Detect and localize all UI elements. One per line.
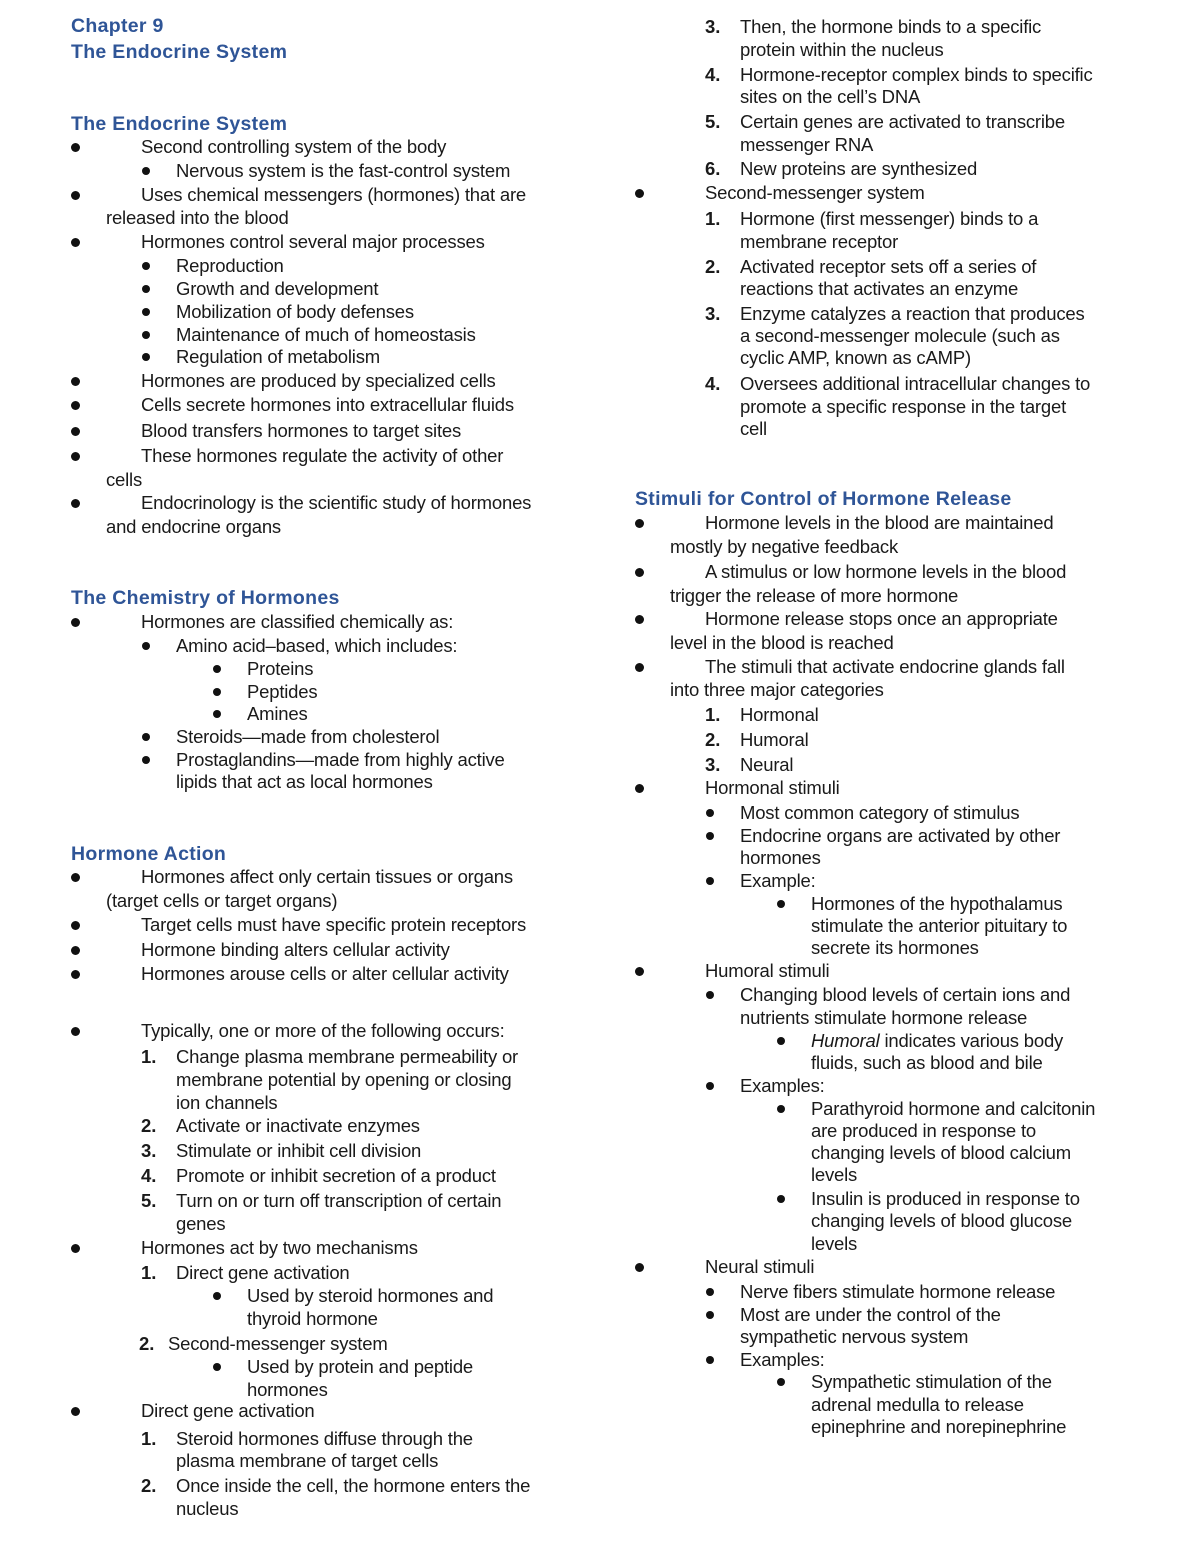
bullet-icon xyxy=(777,1105,785,1113)
continuation-line: levels xyxy=(811,1164,858,1185)
list-item: New proteins are synthesized xyxy=(740,158,978,179)
bullet-icon xyxy=(71,921,80,930)
section-heading: Hormone Action xyxy=(71,843,227,865)
bullet-icon xyxy=(142,331,150,339)
list-item: Hormone release stops once an appropriate xyxy=(705,608,1058,629)
bullet-icon xyxy=(71,1244,80,1253)
continuation-line: changing levels of blood glucose xyxy=(811,1210,1073,1231)
bullet-icon xyxy=(71,1407,80,1416)
list-number: 1. xyxy=(705,704,721,725)
bullet-icon xyxy=(71,873,80,882)
bullet-icon xyxy=(71,143,80,152)
list-number: 4. xyxy=(705,373,721,394)
continuation-line: epinephrine and norepinephrine xyxy=(811,1416,1067,1437)
section-heading: Stimuli for Control of Hormone Release xyxy=(635,488,1012,510)
list-number: 2. xyxy=(141,1475,157,1496)
section-heading: The Endocrine System xyxy=(71,113,288,135)
continuation-line: hormones xyxy=(247,1379,328,1400)
list-item: Cells secrete hormones into extracellular fluids xyxy=(141,394,514,415)
continuation-line: changing levels of blood calcium xyxy=(811,1142,1071,1163)
list-item xyxy=(811,1030,1063,1052)
list-number: 2. xyxy=(705,256,721,277)
continuation-line: stimulate the anterior pituitary to xyxy=(811,915,1068,936)
list-item: Insulin is produced in response to xyxy=(811,1188,1080,1209)
list-number: 3. xyxy=(705,303,721,324)
list-item: Activated receptor sets off a series of xyxy=(740,256,1037,277)
bullet-icon xyxy=(213,710,221,718)
list-number: 4. xyxy=(141,1165,157,1186)
bullet-icon xyxy=(71,499,80,508)
continuation-line: into three major categories xyxy=(670,679,884,700)
bullet-icon xyxy=(706,1082,714,1090)
bullet-icon xyxy=(635,615,644,624)
list-item: Hormones are classified chemically as: xyxy=(141,611,454,632)
section-heading: The Chemistry of Hormones xyxy=(71,587,340,609)
continuation-line: (target cells or target organs) xyxy=(106,890,338,911)
list-number: 5. xyxy=(705,111,721,132)
bullet-icon xyxy=(71,1027,80,1036)
continuation-line: adrenal medulla to release xyxy=(811,1394,1024,1415)
continuation-line: protein within the nucleus xyxy=(740,39,944,60)
continuation-line: plasma membrane of target cells xyxy=(176,1450,439,1471)
bullet-icon xyxy=(706,809,714,817)
bullet-icon xyxy=(777,1195,785,1203)
list-number: 4. xyxy=(705,64,721,85)
list-item: Maintenance of much of homeostasis xyxy=(176,324,476,345)
list-item: Turn on or turn off transcription of certain xyxy=(176,1190,502,1211)
bullet-icon xyxy=(71,618,80,627)
chapter-title: The Endocrine System xyxy=(71,41,288,63)
bullet-icon xyxy=(142,756,150,764)
list-item: Hormones arouse cells or alter cellular activity xyxy=(141,963,509,984)
bullet-icon xyxy=(142,308,150,316)
list-number: 1. xyxy=(141,1428,157,1449)
bullet-icon xyxy=(635,189,644,198)
continuation-line: released into the blood xyxy=(106,207,289,228)
bullet-icon xyxy=(213,1363,221,1371)
chapter-label: Chapter 9 xyxy=(71,15,164,37)
list-item: Nerve fibers stimulate hormone release xyxy=(740,1281,1056,1302)
bullet-icon xyxy=(71,970,80,979)
list-item: Hormone levels in the blood are maintained xyxy=(705,512,1054,533)
continuation-line: membrane receptor xyxy=(740,231,899,252)
bullet-icon xyxy=(142,642,150,650)
list-item: Stimulate or inhibit cell division xyxy=(176,1140,422,1161)
continuation-line: messenger RNA xyxy=(740,134,874,155)
continuation-line: lipids that act as local hormones xyxy=(176,771,433,792)
list-item: Then, the hormone binds to a specific xyxy=(740,16,1042,37)
list-item: Examples: xyxy=(740,1075,825,1096)
list-item: Prostaglandins—made from highly active xyxy=(176,749,505,770)
bullet-icon xyxy=(142,167,150,175)
continuation-line: fluids, such as blood and bile xyxy=(811,1052,1043,1073)
list-item: Blood transfers hormones to target sites xyxy=(141,420,462,441)
list-item: Hormonal stimuli xyxy=(705,777,840,798)
bullet-icon xyxy=(635,1263,644,1272)
list-item: Sympathetic stimulation of the xyxy=(811,1371,1052,1392)
bullet-icon xyxy=(213,665,221,673)
list-item: Enzyme catalyzes a reaction that produces xyxy=(740,303,1085,324)
bullet-icon xyxy=(71,401,80,410)
list-item: These hormones regulate the activity of other xyxy=(141,445,504,466)
bullet-icon xyxy=(142,262,150,270)
bullet-icon xyxy=(213,1292,221,1300)
bullet-icon xyxy=(71,238,80,247)
list-item: Example: xyxy=(740,870,816,891)
list-item: Nervous system is the fast-control system xyxy=(176,160,511,181)
list-number: 1. xyxy=(141,1262,157,1283)
list-item: Used by protein and peptide xyxy=(247,1356,474,1377)
list-item: Hormone-receptor complex binds to specific xyxy=(740,64,1093,85)
emphasis-text: Humoral xyxy=(811,1030,880,1051)
list-item: Typically, one or more of the following occurs: xyxy=(141,1020,505,1041)
bullet-icon xyxy=(71,427,80,436)
bullet-icon xyxy=(71,452,80,461)
bullet-icon xyxy=(71,946,80,955)
bullet-icon xyxy=(635,663,644,672)
list-item: Neural xyxy=(740,754,794,775)
bullet-icon xyxy=(635,519,644,528)
bullet-icon xyxy=(213,688,221,696)
list-number: 2. xyxy=(705,729,721,750)
list-item: Second controlling system of the body xyxy=(141,136,447,157)
continuation-line: cell xyxy=(740,418,767,439)
list-item: Humoral stimuli xyxy=(705,960,830,981)
continuation-line: are produced in response to xyxy=(811,1120,1036,1141)
list-item: Certain genes are activated to transcribe xyxy=(740,111,1065,132)
list-item: Once inside the cell, the hormone enters the xyxy=(176,1475,531,1496)
continuation-line: membrane potential by opening or closing xyxy=(176,1069,512,1090)
list-item: Changing blood levels of certain ions and xyxy=(740,984,1071,1005)
continuation-line: mostly by negative feedback xyxy=(670,536,899,557)
list-item: The stimuli that activate endocrine glands fall xyxy=(705,656,1065,677)
list-item: Regulation of metabolism xyxy=(176,346,380,367)
list-item: Target cells must have specific protein receptors xyxy=(141,914,527,935)
list-item: Hormones affect only certain tissues or organs xyxy=(141,866,513,887)
list-item: Reproduction xyxy=(176,255,284,276)
list-item: Second-messenger system xyxy=(705,182,925,203)
list-item: Most common category of stimulus xyxy=(740,802,1020,823)
list-item: Promote or inhibit secretion of a product xyxy=(176,1165,496,1186)
continuation-line: cells xyxy=(106,469,143,490)
list-item: Direct gene activation xyxy=(176,1262,350,1283)
list-item: Peptides xyxy=(247,681,318,702)
bullet-icon xyxy=(635,967,644,976)
bullet-icon xyxy=(777,1378,785,1386)
continuation-line: level in the blood is reached xyxy=(670,632,894,653)
list-number: 1. xyxy=(141,1046,157,1067)
continuation-line: thyroid hormone xyxy=(247,1308,378,1329)
list-item: Change plasma membrane permeability or xyxy=(176,1046,519,1067)
list-item: Hormone (first messenger) binds to a xyxy=(740,208,1039,229)
bullet-icon xyxy=(71,377,80,386)
bullet-icon xyxy=(777,900,785,908)
list-item: Amines xyxy=(247,703,308,724)
continuation-line: secrete its hormones xyxy=(811,937,979,958)
bullet-icon xyxy=(706,1311,714,1319)
bullet-icon xyxy=(706,832,714,840)
continuation-line: reactions that activates an enzyme xyxy=(740,278,1019,299)
list-item: Used by steroid hormones and xyxy=(247,1285,494,1306)
bullet-icon xyxy=(706,1288,714,1296)
continuation-line: genes xyxy=(176,1213,226,1234)
continuation-line: promote a specific response in the target xyxy=(740,396,1067,417)
continuation-line: sites on the cell’s DNA xyxy=(740,86,921,107)
list-item: Hormonal xyxy=(740,704,819,725)
list-item: Endocrinology is the scientific study of hormones xyxy=(141,492,532,513)
list-item: Endocrine organs are activated by other xyxy=(740,825,1061,846)
list-item: Steroids—made from cholesterol xyxy=(176,726,440,747)
item-text: indicates various body xyxy=(879,1030,1064,1051)
list-item: Proteins xyxy=(247,658,314,679)
continuation-line: hormones xyxy=(740,847,821,868)
list-item: Hormones act by two mechanisms xyxy=(141,1237,418,1258)
list-item: Growth and development xyxy=(176,278,379,299)
bullet-icon xyxy=(777,1037,785,1045)
list-item: Hormones control several major processes xyxy=(141,231,485,252)
continuation-line: ion channels xyxy=(176,1092,278,1113)
list-number: 1. xyxy=(705,208,721,229)
bullet-icon xyxy=(142,285,150,293)
list-number: 3. xyxy=(705,754,721,775)
list-item: Oversees additional intracellular changes to xyxy=(740,373,1091,394)
list-item: Steroid hormones diffuse through the xyxy=(176,1428,473,1449)
list-item: Mobilization of body defenses xyxy=(176,301,414,322)
list-item: Hormones are produced by specialized cells xyxy=(141,370,496,391)
continuation-line: trigger the release of more hormone xyxy=(670,585,959,606)
list-item: Hormones of the hypothalamus xyxy=(811,893,1063,914)
list-item: Second-messenger system xyxy=(168,1333,388,1354)
list-item: Most are under the control of the xyxy=(740,1304,1001,1325)
continuation-line: nutrients stimulate hormone release xyxy=(740,1007,1028,1028)
list-number: 5. xyxy=(141,1190,157,1211)
list-number: 3. xyxy=(141,1140,157,1161)
bullet-icon xyxy=(706,991,714,999)
continuation-line: cyclic AMP, known as cAMP) xyxy=(740,347,971,368)
list-item: Hormone binding alters cellular activity xyxy=(141,939,450,960)
list-item: Uses chemical messengers (hormones) that are xyxy=(141,184,526,205)
list-number: 6. xyxy=(705,158,721,179)
continuation-line: sympathetic nervous system xyxy=(740,1326,969,1347)
continuation-line: levels xyxy=(811,1233,858,1254)
bullet-icon xyxy=(635,784,644,793)
bullet-icon xyxy=(142,733,150,741)
list-item: Amino acid–based, which includes: xyxy=(176,635,458,656)
list-number: 3. xyxy=(705,16,721,37)
bullet-icon xyxy=(706,1356,714,1364)
continuation-line: a second-messenger molecule (such as xyxy=(740,325,1060,346)
list-item: Parathyroid hormone and calcitonin xyxy=(811,1098,1096,1119)
bullet-icon xyxy=(71,191,80,200)
list-number: 2. xyxy=(141,1115,157,1136)
list-item: Neural stimuli xyxy=(705,1256,815,1277)
list-item: Direct gene activation xyxy=(141,1400,315,1421)
list-item: Activate or inactivate enzymes xyxy=(176,1115,420,1136)
list-item: Examples: xyxy=(740,1349,825,1370)
continuation-line: and endocrine organs xyxy=(106,516,281,537)
continuation-line: nucleus xyxy=(176,1498,239,1519)
list-item: A stimulus or low hormone levels in the blood xyxy=(705,561,1067,582)
bullet-icon xyxy=(142,353,150,361)
list-number: 2. xyxy=(139,1333,155,1354)
bullet-icon xyxy=(635,568,644,577)
bullet-icon xyxy=(706,877,714,885)
list-item: Humoral xyxy=(740,729,809,750)
